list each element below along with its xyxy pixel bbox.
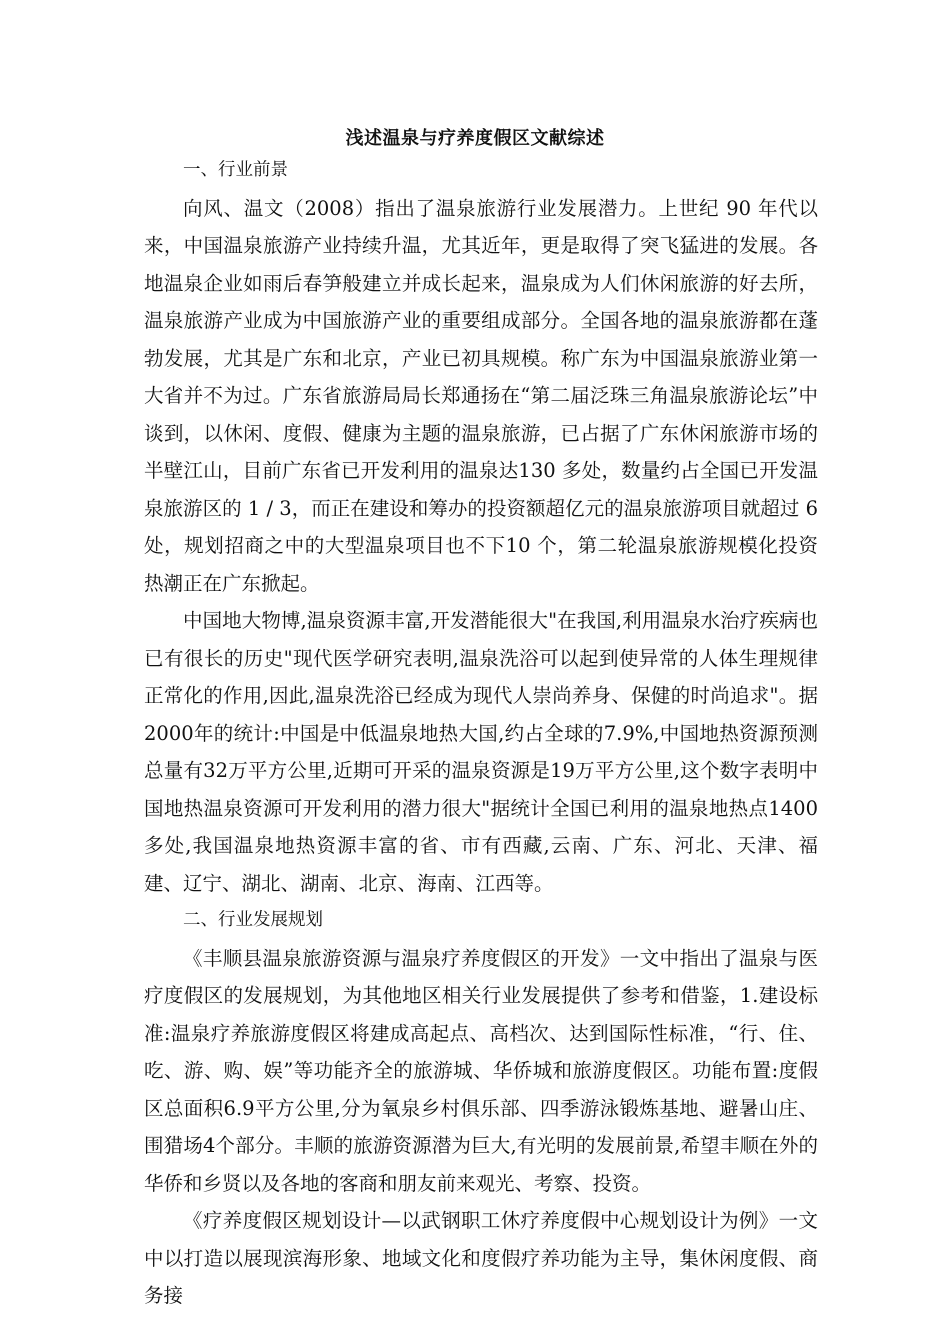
paragraph-wisco-resort-planning: 《疗养度假区规划设计—以武钢职工休疗养度假中心规划设计为例》一文中以打造以展现滨海形象、地域文化和度假疗养功能为主导，集休闲度假、商务接 xyxy=(144,1209,818,1307)
paragraph-industry-potential: 向风、温文（2008）指出了温泉旅游行业发展潜力。上世纪 90 年代以来，中国温泉旅游产业持续升温，尤其近年，更是取得了突飞猛进的发展。各地温泉企业如雨后春笋般建立并成长起来，温泉成为人们休闲旅游的好去所，温泉旅游产业成为中国旅游产业的重要组成部分。全国各地的温泉旅游都在蓬勃发展，尤其是广东和北京，产业已初具规模。称广东为中国温泉旅游业第一大省并不为过。广东省旅游局局长郑通扬在“第二届泛珠三角温泉旅游论坛”中谈到，以休闲、度假、健康为主题的温泉旅游，已占据了广东休闲旅游市场的半壁江山，目前广东省已开发利用的温泉达130 多处，数量约占全国已开发温泉旅游区的 1 / 3，而正在建设和筹办的投资额超亿元的温泉旅游项目就超过 6 处，规划招商之中的大型温泉项目也不下10 个，第二轮温泉旅游规模化投资热潮正在广东掀起。 xyxy=(144,196,818,595)
paragraph-hot-spring-resources: 中国地大物博,温泉资源丰富,开发潜能很大"在我国,利用温泉水治疗疾病也已有很长的历史"现代医学研究表明,温泉洗浴可以起到使异常的人体生理规律正常化的作用,因此,温泉洗浴已经成为现代人崇尚养身、保健的时尚追求"。据2000年的统计:中国是中低温泉地热大国,约占全球的7.9%,中国地热资源预测总量有32万平方公里,近期可开采的温泉资源是19万平方公里,这个数字表明中国地热温泉资源可开发利用的潜力很大"据统计全国已利用的温泉地热点1400多处,我国温泉地热资源丰富的省、市有西藏,云南、广东、河北、天津、福建、辽宁、湖北、湖南、北京、海南、江西等。 xyxy=(144,609,818,895)
document-title: 浅述温泉与疗养度假区文献综述 xyxy=(345,128,605,149)
section-heading-industry-outlook: 一、行业前景 xyxy=(183,160,288,180)
paragraph-fengshun-planning: 《丰顺县温泉旅游资源与温泉疗养度假区的开发》一文中指出了温泉与医疗度假区的发展规划，为其他地区相关行业发展提供了参考和借鉴，1.建设标准:温泉疗养旅游度假区将建成高起点、高档次、达到国际性标准，“行、住、吃、游、购、娱”等功能齐全的旅游城、华侨城和旅游度假区。功能布置:度假区总面积6.9平方公里,分为氧泉乡村俱乐部、四季游泳锻炼基地、避暑山庄、围猎场4个部分。丰顺的旅游资源潜为巨大,有光明的发展前景,希望丰顺在外的华侨和乡贤以及各地的客商和朋友前来观光、考察、投资。 xyxy=(144,946,818,1195)
section-heading-development-planning: 二、行业发展规划 xyxy=(183,910,323,930)
document-body xyxy=(144,152,818,1315)
